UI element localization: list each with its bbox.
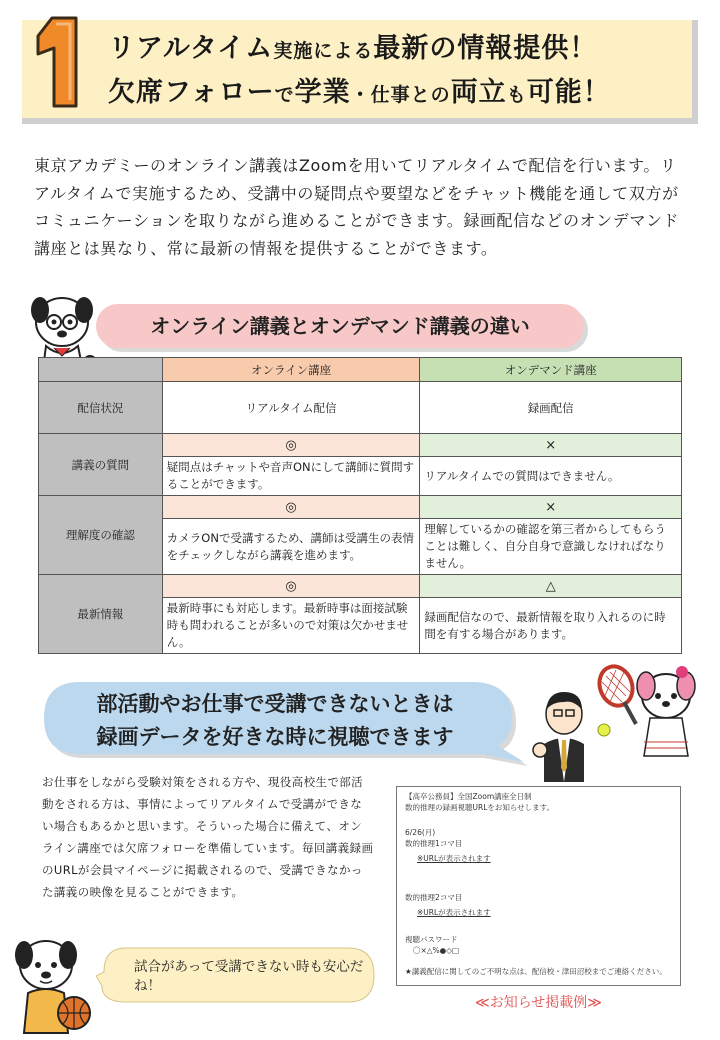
title-segment: 欠席フォロー: [108, 77, 275, 108]
ondemand-symbol: ×: [420, 496, 682, 519]
table-row: [39, 496, 682, 519]
title-segment: 最新の情報提供！: [373, 33, 598, 64]
table-row: [39, 382, 682, 434]
businessman-illustration-icon: [530, 688, 600, 784]
online-symbol: ◎: [162, 575, 420, 598]
title-segment: 両立: [450, 77, 507, 108]
table-corner-cell: [39, 358, 163, 382]
ondemand-desc: リアルタイムでの質問はできません。: [420, 457, 682, 496]
ondemand-desc: 録画配信なので、最新情報を取り入れるのに時間を有する場合があります。: [420, 598, 682, 654]
online-desc: カメラONで受講するため、講師は受講生の表情をチェックしながら講義を進めます。: [162, 519, 420, 575]
table-header-row: [39, 358, 682, 382]
notice-line: 【高卒公務員】全国Zoom講座全日制: [405, 792, 532, 801]
notice-example-caption: ≪お知らせ掲載例≫: [475, 995, 602, 1011]
section2-heading-line2: 録画データを好きな時に視聴できます: [96, 725, 454, 749]
number-one-graphic: [30, 14, 86, 114]
header-title-line2: [108, 70, 611, 109]
dog-basketball-mascot-icon: [8, 935, 100, 1035]
notice-note: ★講義配信に関してのご不明な点は、配信校・津田沼校までご連絡ください。: [405, 967, 667, 976]
notice-example-box: [396, 786, 681, 986]
online-cell: リアルタイム配信: [162, 382, 420, 434]
section1-heading: オンライン講義とオンデマンド講義の違い: [150, 314, 530, 338]
notice-url-link[interactable]: ※URLが表示されます: [417, 908, 491, 917]
table-row: [39, 575, 682, 598]
col-header-online: オンライン講座: [162, 358, 420, 382]
title-segment: ・仕事との: [350, 84, 451, 106]
ondemand-desc: 理解しているかの確認を第三者からしてもらうことは難しく、自分自身で意識しなければなりません。: [420, 519, 682, 575]
table-row: [39, 434, 682, 457]
online-desc: 疑問点はチャットや音声ONにして講師に質問することができます。: [162, 457, 420, 496]
section2-heading-line1: 部活動やお仕事で受講できないときは: [96, 692, 454, 716]
ondemand-symbol: △: [420, 575, 682, 598]
row-label: 講義の質問: [39, 434, 163, 496]
tennis-girl-mascot-icon: [596, 662, 708, 758]
online-desc: 最新時事にも対応します。最新時事は面接試験時も問われることが多いので対策は欠かせません。: [162, 598, 420, 654]
section2-heading: [40, 688, 510, 754]
title-segment: 学業: [294, 77, 351, 108]
notice-item: 数的推理2コマ目: [405, 893, 463, 902]
row-label: 理解度の確認: [39, 496, 163, 575]
title-segment: で: [274, 84, 295, 106]
section1-heading-pill: [96, 304, 584, 348]
title-segment: リアルタイム: [108, 33, 274, 64]
section2-paragraph: お仕事をしながら受験対策をされる方や、現役高校生で部活動をされる方は、事情によってリアルタイムで受講ができない場合もあるかと思います。そういった場合に備えて、オンライン講座では欠席フォローを準備しています。毎回講義録画のURLが会員マイページに掲載されるので、受講できなかった講義の映像を見ることができます。: [42, 775, 374, 899]
online-symbol: ◎: [162, 496, 420, 519]
notice-date: 6/26(月): [405, 828, 436, 837]
notice-url-link[interactable]: ※URLが表示されます: [417, 854, 491, 863]
intro-paragraph: 東京アカデミーのオンライン講義はZoomを用いてリアルタイムで配信を行います。リアルタイムで実施するため、受講中の疑問点や要望などをチャット機能を通して双方がコミュニケーションを取りながら進めることができます。録画配信などのオンデマンド講座とは異なり、常に最新の情報を提供することができます。: [34, 156, 680, 258]
col-header-ondemand: オンデマンド講座: [420, 358, 682, 382]
notice-line: 数的推理の録画視聴URLをお知らせします。: [405, 803, 555, 812]
ondemand-cell: 録画配信: [420, 382, 682, 434]
title-segment: 実施による: [273, 40, 374, 62]
ondemand-symbol: ×: [420, 434, 682, 457]
notice-password: 〇×△%●◇□: [413, 946, 460, 955]
speech-bubble-text: 試合があって受講できない時も安心だね！: [134, 959, 364, 994]
notice-item: 数的推理1コマ目: [405, 839, 463, 848]
title-segment: も: [506, 84, 527, 106]
comparison-table: [38, 357, 682, 654]
notice-password-label: 視聴パスワード: [405, 935, 458, 944]
row-label: 最新情報: [39, 575, 163, 654]
header-title-line1: [108, 26, 597, 65]
online-symbol: ◎: [162, 434, 420, 457]
row-label: 配信状況: [39, 382, 163, 434]
title-segment: 可能！: [526, 77, 611, 108]
